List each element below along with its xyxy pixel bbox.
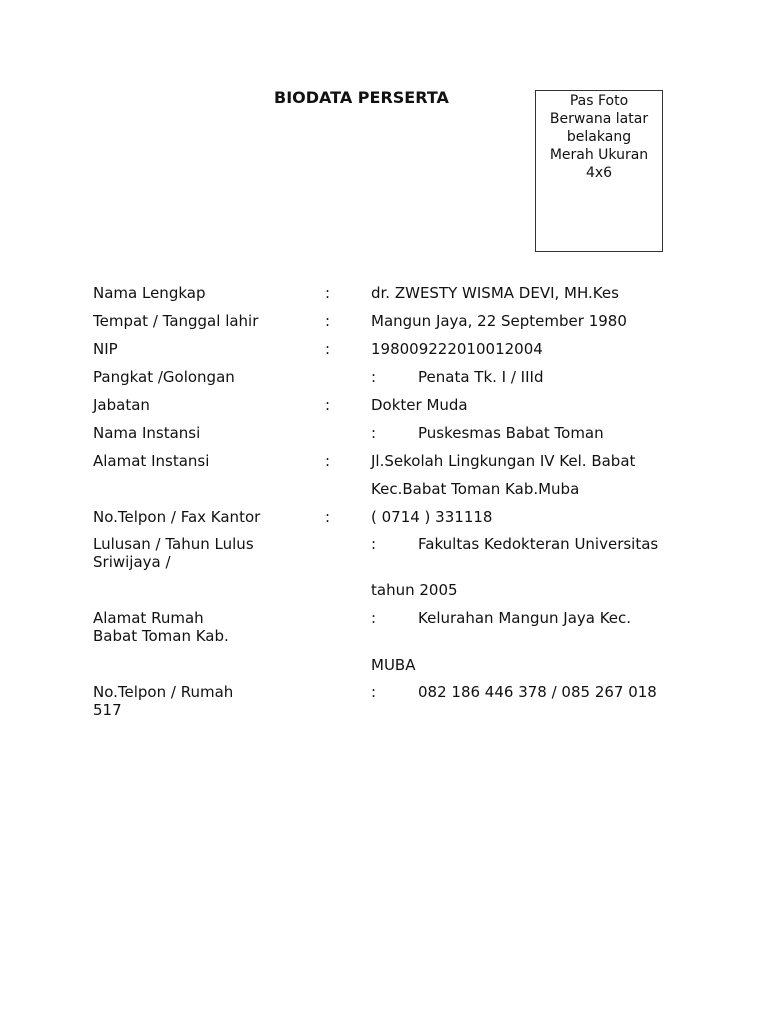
value-alamat-rumah-line1: Kelurahan Mangun Jaya Kec. xyxy=(418,609,632,627)
photo-box-line: belakang xyxy=(566,129,632,145)
value-pangkat-golongan: Penata Tk. I / IIId xyxy=(418,368,544,386)
photo-box-line: Berwana latar xyxy=(549,111,649,127)
colon: : xyxy=(371,424,377,442)
value-telpon-kantor: ( 0714 ) 331118 xyxy=(371,508,493,526)
label-alamat-instansi: Alamat Instansi xyxy=(93,452,210,470)
label-jabatan: Jabatan xyxy=(93,396,150,414)
value-nip: 198009222010012004 xyxy=(371,340,543,358)
value-lulusan-line2: tahun 2005 xyxy=(371,581,458,599)
label-nama-lengkap: Nama Lengkap xyxy=(93,284,206,302)
colon: : xyxy=(371,368,377,386)
colon: : xyxy=(371,609,377,627)
colon: : xyxy=(325,396,331,414)
label-telpon-rumah-line1: No.Telpon / Rumah xyxy=(93,683,234,701)
value-nama-instansi: Puskesmas Babat Toman xyxy=(418,424,604,442)
value-alamat-instansi-line2: Kec.Babat Toman Kab.Muba xyxy=(371,480,580,498)
colon: : xyxy=(325,452,331,470)
label-pangkat-golongan: Pangkat /Golongan xyxy=(93,368,235,386)
value-lulusan-line1: Fakultas Kedokteran Universitas xyxy=(418,535,659,553)
value-telpon-rumah: 082 186 446 378 / 085 267 018 xyxy=(418,683,657,701)
value-tempat-tanggal-lahir: Mangun Jaya, 22 September 1980 xyxy=(371,312,627,330)
label-lulusan-line2: Sriwijaya / xyxy=(93,553,171,571)
colon: : xyxy=(325,508,331,526)
colon: : xyxy=(371,683,377,701)
label-nip: NIP xyxy=(93,340,118,358)
value-nama-lengkap: dr. ZWESTY WISMA DEVI, MH.Kes xyxy=(371,284,619,302)
colon: : xyxy=(325,312,331,330)
label-lulusan-line1: Lulusan / Tahun Lulus xyxy=(93,535,254,553)
photo-box-line: 4x6 xyxy=(585,165,613,181)
label-telpon-rumah-line2: 517 xyxy=(93,701,122,719)
colon: : xyxy=(325,340,331,358)
label-tempat-tanggal-lahir: Tempat / Tanggal lahir xyxy=(93,312,259,330)
value-jabatan: Dokter Muda xyxy=(371,396,468,414)
label-telpon-kantor: No.Telpon / Fax Kantor xyxy=(93,508,261,526)
colon: : xyxy=(371,535,377,553)
value-alamat-instansi-line1: Jl.Sekolah Lingkungan IV Kel. Babat xyxy=(371,452,636,470)
label-alamat-rumah-line1: Alamat Rumah xyxy=(93,609,204,627)
label-alamat-rumah-line2: Babat Toman Kab. xyxy=(93,627,229,645)
label-nama-instansi: Nama Instansi xyxy=(93,424,201,442)
colon: : xyxy=(325,284,331,302)
photo-placeholder-box xyxy=(535,90,663,252)
photo-box-line: Merah Ukuran xyxy=(549,147,649,163)
value-alamat-rumah-line2: MUBA xyxy=(371,656,416,674)
photo-box-line: Pas Foto xyxy=(569,93,629,109)
document-title: BIODATA PERSERTA xyxy=(274,88,449,107)
